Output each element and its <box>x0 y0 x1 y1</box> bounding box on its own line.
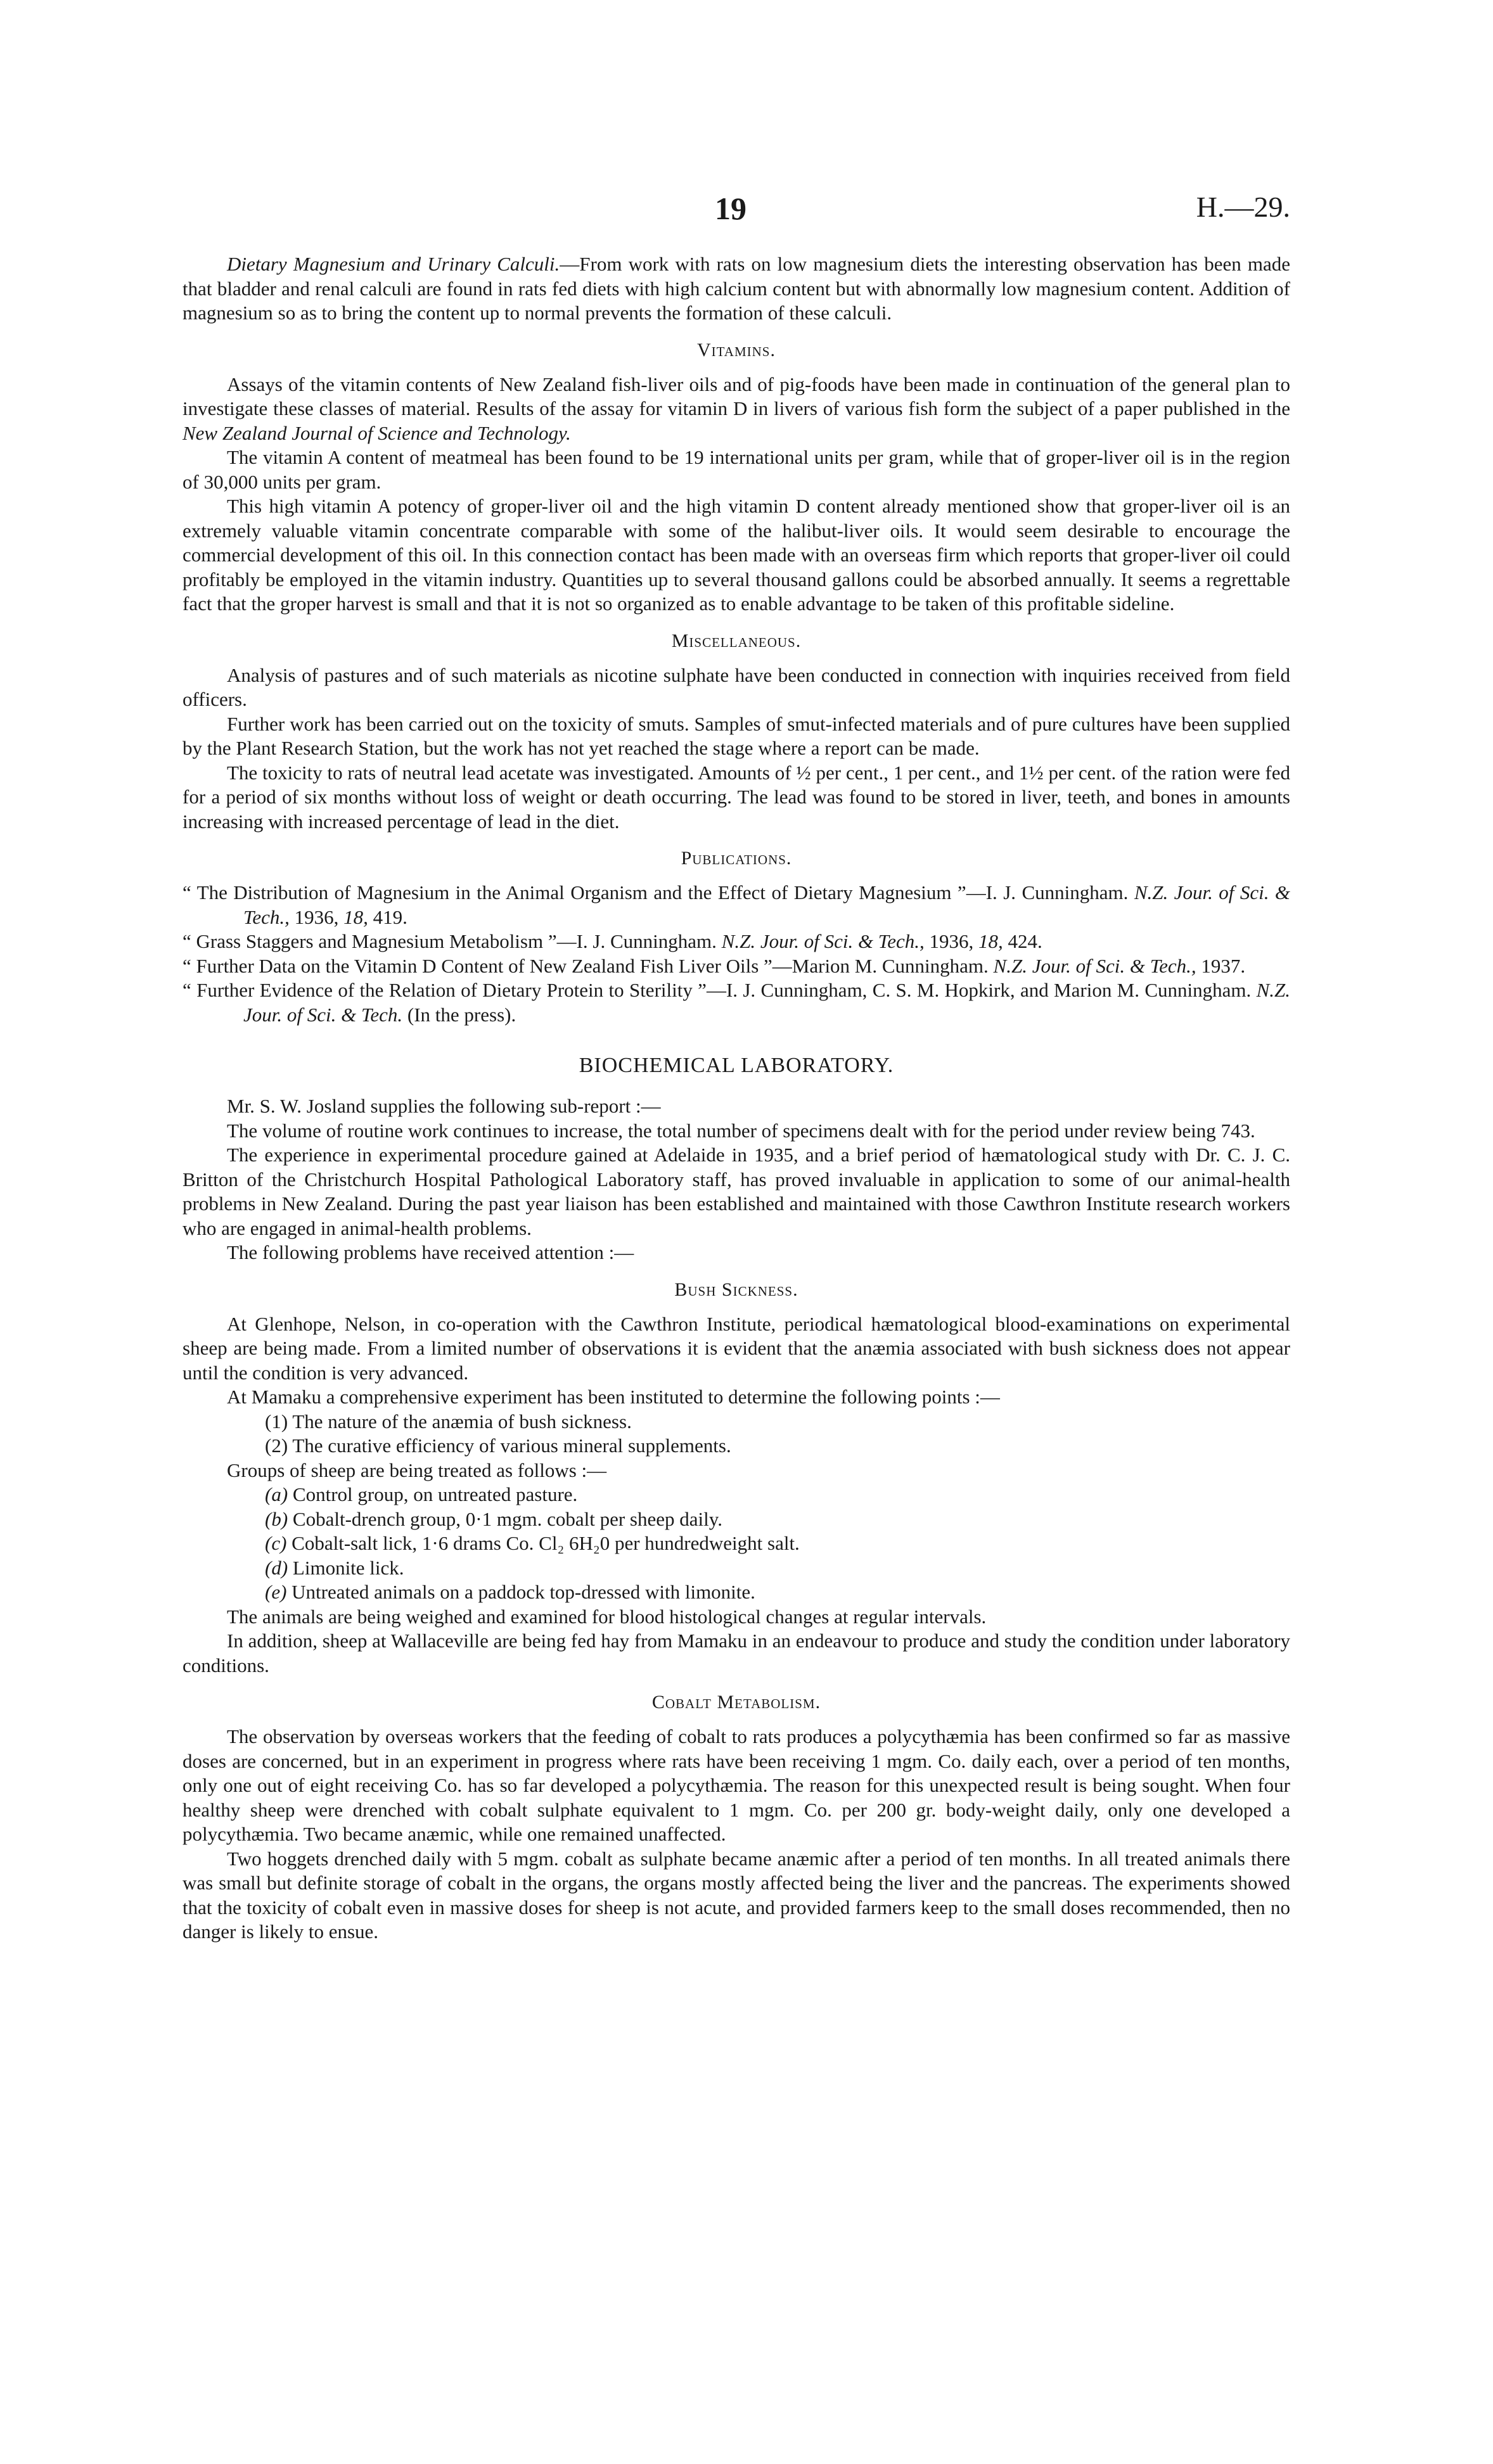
bush-paragraph-1: At Glenhope, Nelson, in co-operation with the Cawthron Institute, periodical hæmatological blood-examinations on experimental sheep are being made. From a limited number of observations it is evident that the anæmia associated with bush sickness does not appear until the condition is very advanced. <box>183 1312 1290 1384</box>
publications-heading: Publications. <box>681 848 792 869</box>
biochem-paragraph-3: The experience in experimental procedure gained at Adelaide in 1935, and a brief period of hæmatological study with Dr. C. J. C. Britton of the Christchurch Hospital Pathological Laboratory staff, has proved invaluable in application to some of our animal-health problems in New Zealand. During the past year liaison has been established and maintained with those Cawthron Institute research workers who are engaged in animal-health problems. <box>183 1144 1290 1239</box>
group-item: (c) Cobalt-salt lick, 1·6 drams Co. Cl₂ 6H₂0 per hundredweight salt. <box>265 1532 800 1554</box>
intro-paragraph: Dietary Magnesium and Urinary Calculi.—From work with rats on low magnesium diets the interesting observation has been made that bladder and renal calculi are found in rats fed diets with high calcium content but with abnormally low magnesium content. Addition of magnesium so as to bring the content up to normal prevents the formation of these calculi. <box>183 253 1290 324</box>
vitamins-paragraph-3: This high vitamin A potency of groper-liver oil and the high vitamin D content already mentioned show that groper-liver oil is an extremely valuable vitamin concentrate comparable with some of the halibut-liver oils. It would seem desirable to encourage the commercial development of this oil. In this connection contact has been made with an overseas firm which reports that groper-liver oil could profitably be employed in the vitamin industry. Quantities up to several thousand gallons could be absorbed annually. It seems a regrettable fact that the groper harvest is small and that it is not so organized as to enable advantage to be taken of this profitable sideline. <box>183 495 1290 615</box>
document-page <box>183 190 1290 1944</box>
bush-paragraph-2: At Mamaku a comprehensive experiment has been instituted to determine the following points :— <box>227 1386 1000 1408</box>
journal-title: New Zealand Journal of Science and Technology. <box>183 421 571 444</box>
miscellaneous-heading: Miscellaneous. <box>671 630 802 651</box>
publication-item: “ The Distribution of Magnesium in the Animal Organism and the Effect of Dietary Magnesium ”—I. J. Cunningham. N.Z. Jour. of Sci. & Tech., 1936, 18, 419. <box>183 881 1290 928</box>
group-item: (a) Control group, on untreated pasture. <box>265 1483 578 1505</box>
biochem-paragraph-1: Mr. S. W. Josland supplies the following sub-report :— <box>227 1095 661 1117</box>
page-header <box>183 190 1290 241</box>
bush-paragraph-3: Groups of sheep are being treated as follows :— <box>227 1459 607 1481</box>
misc-paragraph-3: The toxicity to rats of neutral lead acetate was investigated. Amounts of ½ per cent., 1 per cent., and 1½ per cent. of the ration were fed for a period of six months without loss of weight or death occurring. The lead was found to be stored in liver, teeth, and bones in amounts increasing with increased percentage of lead in the diet. <box>183 761 1290 833</box>
bush-sickness-heading: Bush Sickness. <box>674 1279 798 1300</box>
vitamins-heading: Vitamins. <box>697 339 776 361</box>
cobalt-metabolism-heading: Cobalt Metabolism. <box>651 1692 821 1713</box>
cobalt-paragraph-2: Two hoggets drenched daily with 5 mgm. cobalt as sulphate became anæmic after a period of ten months. In all treated animals there was small but definite storage of cobalt in the organs, the organs mostly affected being the liver and the pancreas. The experiments showed that the toxicity of cobalt even in massive doses for sheep is not acute, and provided farmers keep to the small doses recommended, then no danger is likely to ensue. <box>183 1847 1290 1943</box>
publication-item: “ Further Data on the Vitamin D Content of New Zealand Fish Liver Oils ”—Marion M. Cunningham. N.Z. Jour. of Sci. & Tech., 1937. <box>183 954 1246 977</box>
publication-item: “ Further Evidence of the Relation of Dietary Protein to Sterility ”—I. J. Cunningham, C. S. M. Hopkirk, and Marion M. Cunningham. N.Z. Jour. of Sci. & Tech. (In the press). <box>183 979 1290 1026</box>
group-item: (e) Untreated animals on a paddock top-dressed with limonite. <box>265 1581 755 1603</box>
misc-paragraph-2: Further work has been carried out on the toxicity of smuts. Samples of smut-infected materials and of pure cultures have been supplied by the Plant Research Station, but the work has not yet reached the stage where a report can be made. <box>183 712 1290 759</box>
points-item: (2) The curative efficiency of various mineral supplements. <box>265 1434 731 1457</box>
bush-paragraph-5: In addition, sheep at Wallaceville are being fed hay from Mamaku in an endeavour to produce and study the condition under laboratory conditions. <box>183 1630 1290 1676</box>
publications-list <box>183 881 1290 1027</box>
biochem-paragraph-2: The volume of routine work continues to increase, the total number of specimens dealt with for the period under review being 743. <box>227 1119 1255 1142</box>
vitamins-paragraph-2: The vitamin A content of meatmeal has been found to be 19 international units per gram, while that of groper-liver oil is in the region of 30,000 units per gram. <box>183 446 1290 493</box>
document-reference: H.—29. <box>1196 191 1290 223</box>
page-number: 19 <box>715 191 746 226</box>
cobalt-paragraph-1: The observation by overseas workers that the feeding of cobalt to rats produces a polycythæmia has been confirmed so far as massive doses are concerned, but in an experiment in progress where rats have been receiving 1 mgm. Co. daily each, over a period of ten months, only one out of eight receiving Co. has so far developed a polycythæmia. The reason for this unexpected result is being sought. When four healthy sheep were drenched with cobalt sulphate equivalent to 1 mgm. Co. per 200 gr. body-weight daily, only one developed a polycythæmia. Two became anæmic, while one remained unaffected. <box>183 1725 1290 1845</box>
bush-paragraph-4: The animals are being weighed and examined for blood histological changes at regular intervals. <box>227 1605 987 1628</box>
misc-paragraph-1: Analysis of pastures and of such materials as nicotine sulphate have been conducted in connection with inquiries received from field officers. <box>183 663 1290 710</box>
vitamins-paragraph-1: Assays of the vitamin contents of New Zealand fish-liver oils and of pig-foods have been made in continuation of the general plan to investigate these classes of material. Results of the assay for vitamin D in livers of various fish form the subject of a paper published in the New Zealand Journal of Science and Technology. <box>183 373 1290 444</box>
publication-item: “ Grass Staggers and Magnesium Metabolism ”—I. J. Cunningham. N.Z. Jour. of Sci. & Tech., 1936, 18, 424. <box>183 930 1042 952</box>
group-item: (d) Limonite lick. <box>265 1556 404 1579</box>
points-item: (1) The nature of the anæmia of bush sickness. <box>265 1410 632 1433</box>
intro-title: Dietary Magnesium and Urinary Calculi. <box>227 253 560 275</box>
biochem-paragraph-4: The following problems have received attention :— <box>227 1241 634 1263</box>
group-item: (b) Cobalt-drench group, 0·1 mgm. cobalt per sheep daily. <box>265 1507 722 1530</box>
biochemical-laboratory-heading: BIOCHEMICAL LABORATORY. <box>579 1054 894 1077</box>
